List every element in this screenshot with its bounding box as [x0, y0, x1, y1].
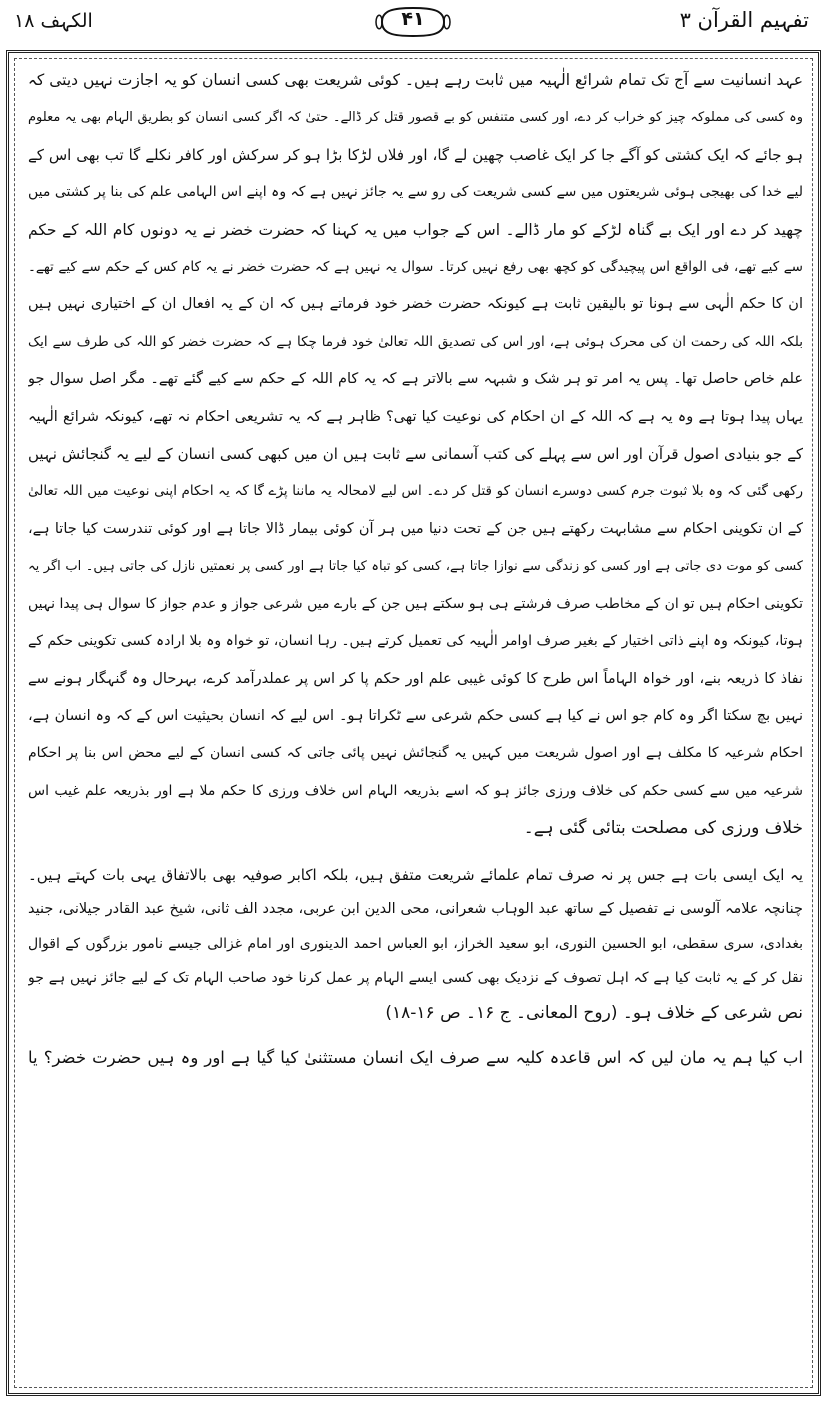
text-line: نہیں بچ سکتا اگر وہ کام جو اس نے کیا ہے کسی حکم شرعی سے ٹکراتا ہو۔ اس لیے کہ انسان بحیثیت اس کے کہ وہ انسان ہے،: [28, 707, 803, 724]
text-line: بلکہ اللہ کی رحمت ان کی محرک ہوئی ہے، اور اس کی تصدیق اللہ تعالیٰ خود فرما چکا ہے کہ حضرت خضر کو اللہ کی طرف سے ایک: [28, 333, 803, 350]
surah-reference: الکہف ۱۸: [14, 10, 93, 32]
text-line: علم خاص حاصل تھا۔ پس یہ امر تو ہر شک و شبہہ سے بالاتر ہے کہ یہ کام اللہ کے حکم سے کیے گئے تھے۔ مگر اصل سوال جو: [28, 371, 803, 388]
text-line: کے ان تکوینی احکام سے مشابہت رکھتے ہیں جن کے تحت دنیا میں ہر آن کوئی بیمار ڈالا جاتا ہے اور کوئی تندرست کیا جاتا ہے،: [28, 520, 803, 537]
text-line: چھید کر دے اور ایک بے گناہ لڑکے کو مار ڈالے۔ اس کے جواب میں یہ کہنا کہ حضرت خضر نے یہ دونوں کام اللہ کے حکم: [28, 220, 803, 239]
paragraph: [28, 1040, 803, 1076]
paragraph: [28, 62, 803, 848]
page-header: [0, 0, 829, 48]
text-line: تکوینی احکام ہیں تو ان کے مخاطب صرف فرشتے ہی ہو سکتے ہیں جن کے بارے میں شرعی جواز و عدم جواز کا سوال ہی پیدا نہیں: [28, 595, 803, 612]
page-number: ۴۱: [401, 8, 425, 30]
text-line: کسی کو موت دی جاتی ہے اور کسی کو زندگی سے نوازا جاتا ہے، کسی کو تباہ کیا جاتا ہے اور کسی پر نعمتیں نازل کی جاتی ہیں۔ اب اگر یہ: [28, 559, 803, 575]
text-line: وہ کسی کی مملوکہ چیز کو خراب کر دے، اور کسی متنفس کو بے قصور قتل کر ڈالے۔ حتیٰ کہ اگر کسی انسان کو بطریق الہام بھی یہ معلوم: [28, 110, 803, 126]
text-line: کے جو بنیادی اصول قرآن اور اس سے پہلے کی کتب آسمانی سے ثابت ہیں ان میں کبھی کسی انسان کے لیے یہ گنجائش نہیں: [28, 445, 803, 464]
text-line: نفاذ کا ذریعہ بنے، اور خواہ الہاماً اس طرح کا کوئی غیبی علم اور حکم پا کر اس پر عملدرآمد کرے، بہرحال وہ گنہگار ہونے سے: [28, 670, 803, 687]
citation-line: نص شرعی کے خلاف ہو۔ (روح المعانی۔ ج ۱۶۔ ص ۱۶-۱۸): [385, 1002, 803, 1023]
text-line: رکھی گئی کہ وہ بلا ثبوت جرم کسی دوسرے انسان کو قتل کر دے۔ اس لیے لامحالہ یہ ماننا پڑے گا کہ یہ احکام اپنی نوعیت میں اللہ تعالیٰ: [28, 483, 803, 500]
text-line: ہو جائے کہ ایک کشتی کو آگے جا کر ایک غاصب چھین لے گا، اور فلاں لڑکا بڑا ہو کر سرکش اور کافر نکلے گا تب بھی اس کے: [28, 145, 803, 164]
text-line: شرعیہ میں سے کسی حکم کی خلاف ورزی جائز ہو کہ اسے بذریعہ الہام اس خلاف ورزی کا حکم ملا ہے اور بذریعہ علم غیب اس: [28, 782, 803, 799]
text-line: خلاف ورزی کی مصلحت بتائی گئی ہے۔: [523, 818, 803, 839]
text-line: چنانچہ علامہ آلوسی نے تفصیل کے ساتھ عبد الوہاب شعرانی، محی الدین ابن عربی، مجدد الف ثانی، شیخ عبد القادر جیلانی، جنید: [28, 901, 803, 918]
paragraph: [28, 858, 803, 1031]
text-line: ہوتا، کیونکہ وہ اپنے ذاتی اختیار کے بغیر صرف اوامر الٰہیہ کی تعمیل کرتے ہیں۔ رہا انسان، تو خواہ وہ بلا ارادہ کسی تکوینی حکم کے: [28, 633, 803, 650]
text-line: احکام شرعیہ کا مکلف ہے اور اصول شریعت میں کہیں یہ گنجائش نہیں پائی جاتی کہ کسی انسان کے لیے محض اس بنا پر احکام: [28, 745, 803, 762]
text-line: یہ ایک ایسی بات ہے جس پر نہ صرف تمام علمائے شریعت متفق ہیں، بلکہ اکابر صوفیہ بھی بالاتفاق یہی بات کہتے ہیں۔: [28, 865, 803, 884]
page-number-cartouche: [372, 4, 454, 40]
text-line: ان کا حکم الٰہی سے ہونا تو بالیقین ثابت ہے کیونکہ حضرت خضر خود فرماتے ہیں کہ ان کے یہ افعال ان کے اختیاری نہیں ہیں: [28, 296, 803, 313]
text-line: بغدادی، سری سقطی، ابو الحسین النوری، ابو سعید الخراز، ابو العباس احمد الدینوری اور امام غزالی جیسے نامور بزرگوں کے اقوال: [28, 935, 803, 952]
text-line: یہاں پیدا ہوتا ہے وہ یہ ہے کہ اللہ کے ان احکام کی نوعیت کیا تھی؟ ظاہر ہے کہ یہ تشریعی احکام نہ تھے، کیونکہ شرائع الٰہیہ: [28, 408, 803, 425]
text-line: اب کیا ہم یہ مان لیں کہ اس قاعدہ کلیہ سے صرف ایک انسان مستثنیٰ کیا گیا ہے اور وہ ہیں حضرت خضر؟ یا: [28, 1048, 803, 1068]
text-line: لیے خدا کی بھیجی ہوئی شریعتوں میں سے کسی شریعت کی رو سے یہ جائز نہیں ہے کہ وہ اپنے اس الہامی علم کی بنا پر کشتی میں: [28, 184, 803, 201]
page-body: [28, 62, 803, 1387]
text-line: سے کیے تھے، فی الواقع اس پیچیدگی کو کچھ بھی رفع نہیں کرتا۔ سوال یہ نہیں ہے کہ حضرت خضر نے یہ کام کس کے حکم سے کیے تھے۔: [28, 259, 803, 276]
text-line: عہد انسانیت سے آج تک تمام شرائع الٰہیہ میں ثابت رہے ہیں۔ کوئی شریعت بھی کسی انسان کو یہ اجازت نہیں دیتی کہ: [28, 71, 803, 89]
book-title: تفہیم القرآن ۳: [679, 8, 809, 32]
text-line: نقل کر کے یہ ثابت کیا ہے کہ اہل تصوف کے نزدیک بھی کسی ایسے الہام پر عمل کرنا خود صاحب الہام تک کے لیے جائز نہیں ہے جو: [28, 970, 803, 987]
